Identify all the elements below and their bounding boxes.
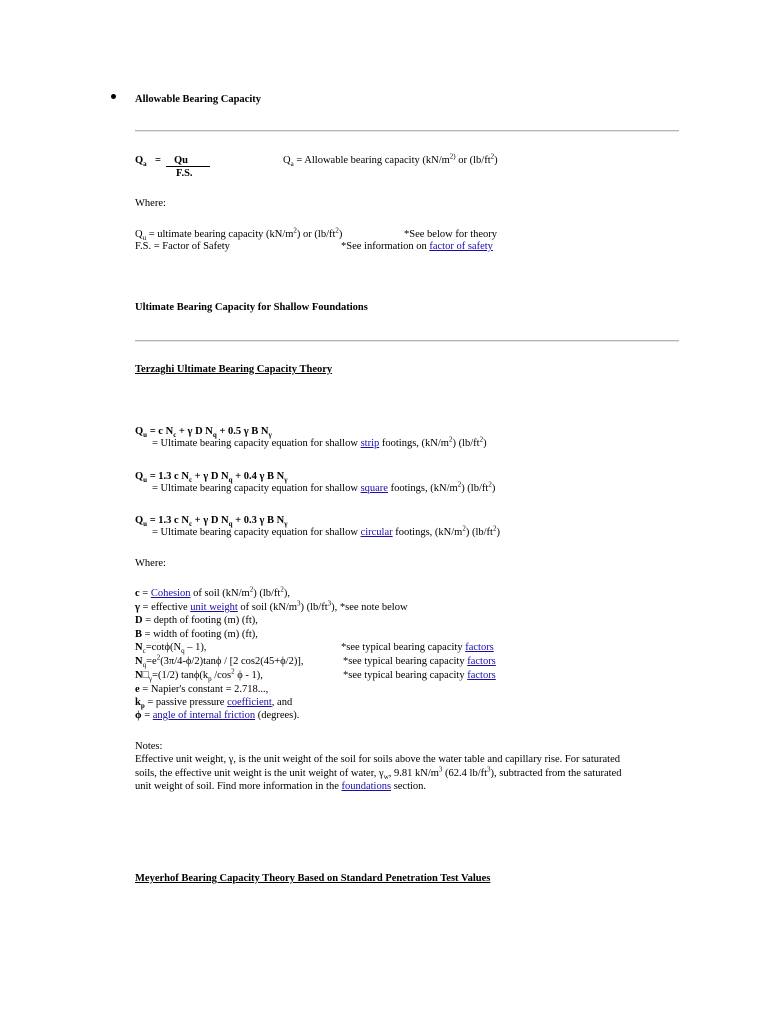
square-description: = Ultimate bearing capacity equation for shallow square footings, $(kN/m^2)$ $(lb/ft^2)$ <box>152 480 496 494</box>
divider <box>135 130 679 132</box>
where-label: Where: <box>135 198 166 209</box>
var-nq: $N_q=e^2(3\pi/4-\phi/2)\tan\phi / [2$ cos2(45+ϕ/2)], <box>135 653 304 670</box>
qu-definition: $Q_u$ = ultimate bearing capacity $(kN/m^2)$ or $(lb/ft^2)$ <box>135 226 343 243</box>
friction-angle-link[interactable]: angle of internal friction <box>152 710 256 721</box>
square-link[interactable]: square <box>360 483 388 494</box>
cohesion-link[interactable]: Cohesion <box>150 588 191 599</box>
ngamma-factor-note: *see typical bearing capacity factors <box>343 670 496 681</box>
var-nc: $N_c=\cot\phi(N_q - 1)$, <box>135 642 207 656</box>
section-title-allowable: Allowable Bearing Capacity <box>135 94 261 105</box>
var-width: B = width of footing (m) (ft), <box>135 629 258 640</box>
bullet-icon <box>111 94 116 99</box>
where-label-2: Where: <box>135 558 166 569</box>
terzaghi-title: Terzaghi Ultimate Bearing Capacity Theory <box>135 364 333 375</box>
nc-factor-note: *see typical bearing capacity factors <box>341 642 494 653</box>
notes-line-2: soils, the effective unit weight is the unit weight of water, $\gamma_w$, 9.81 $kN/m^3$ (62.4 $lb/ft^3$), subtracted from the saturated <box>135 765 622 782</box>
circular-link[interactable]: circular <box>360 527 393 538</box>
nq-factor-note: *see typical bearing capacity factors <box>343 656 496 667</box>
notes-line-1: Effective unit weight, γ, is the unit weight of the soil for soils above the water table and capillary rise. For saturated <box>135 754 620 765</box>
fs-note: *See information on factor of safety <box>341 241 493 252</box>
var-phi: ϕ = angle of internal friction (degrees). <box>135 710 300 721</box>
formula-numerator: Qu <box>166 155 210 167</box>
foundations-link[interactable]: foundations <box>341 781 392 792</box>
unit-weight-link[interactable]: unit weight <box>190 602 238 613</box>
notes-line-3: unit weight of soil. Find more information in the foundations section. <box>135 781 427 792</box>
divider <box>135 340 679 342</box>
var-cohesion: c = Cohesion of soil $(kN/m^2)$ $(lb/ft^2)$, <box>135 585 290 599</box>
strip-link[interactable]: strip <box>360 438 380 449</box>
qa-definition: $Q_a$ = Allowable bearing capacity ($kN/m^{2)}$ or $(lb/ft^2)$ <box>283 152 498 169</box>
factor-of-safety-link[interactable]: factor of safety <box>429 241 493 252</box>
var-kp: $k_p$ = passive pressure coefficient, and <box>135 697 293 711</box>
section-title-ultimate: Ultimate Bearing Capacity for Shallow Foundations <box>135 302 368 313</box>
meyerhof-title: Meyerhof Bearing Capacity Theory Based on Standard Penetration Test Values <box>135 873 491 884</box>
formula-equals: = <box>155 155 161 166</box>
fs-definition: F.S. = Factor of Safety <box>135 241 230 252</box>
factors-link-ngamma[interactable]: factors <box>467 670 496 681</box>
coefficient-link[interactable]: coefficient <box>227 697 272 708</box>
formula-qa-lhs: $Q_a$ <box>135 155 147 169</box>
strip-description: = Ultimate bearing capacity equation for shallow strip footings, $(kN/m^2)$ $(lb/ft^2)$ <box>152 435 487 449</box>
circular-description: = Ultimate bearing capacity equation for shallow circular footings, $(kN/m^2)$ $(lb/ft^2)$ <box>152 524 500 538</box>
factors-link-nq[interactable]: factors <box>467 656 496 667</box>
factors-link-nc[interactable]: factors <box>465 642 494 653</box>
formula-denominator: F.S. <box>176 168 193 179</box>
var-depth: D = depth of footing (m) (ft), <box>135 615 258 626</box>
strip-equation: $Q_u = c$ $N_c + \gamma$ D $N_q + 0.5$ γ B $N_\gamma$ <box>135 426 272 440</box>
var-ngamma: $N□_\gamma=(1/2)$ $\tan\phi(k_p$ $/\cos^2$ ϕ - 1), <box>135 667 263 684</box>
var-napier: e = Napier's constant = 2.718..., <box>135 684 269 695</box>
var-gamma: γ = effective unit weight of soil $(kN/m^3)$ $(lb/ft^3)$, *see note below <box>135 599 408 613</box>
square-equation: $Q_u = 1.3$ c $N_c + \gamma$ D $N_q + 0.4$ γ B $N_\gamma$ <box>135 471 288 485</box>
notes-label: Notes: <box>135 741 163 752</box>
qu-theory-note: *See below for theory <box>404 229 498 240</box>
circular-equation: $Q_u = 1.3$ c $N_c + \gamma$ D $N_q + 0.3$ γ B $N_\gamma$ <box>135 515 288 529</box>
